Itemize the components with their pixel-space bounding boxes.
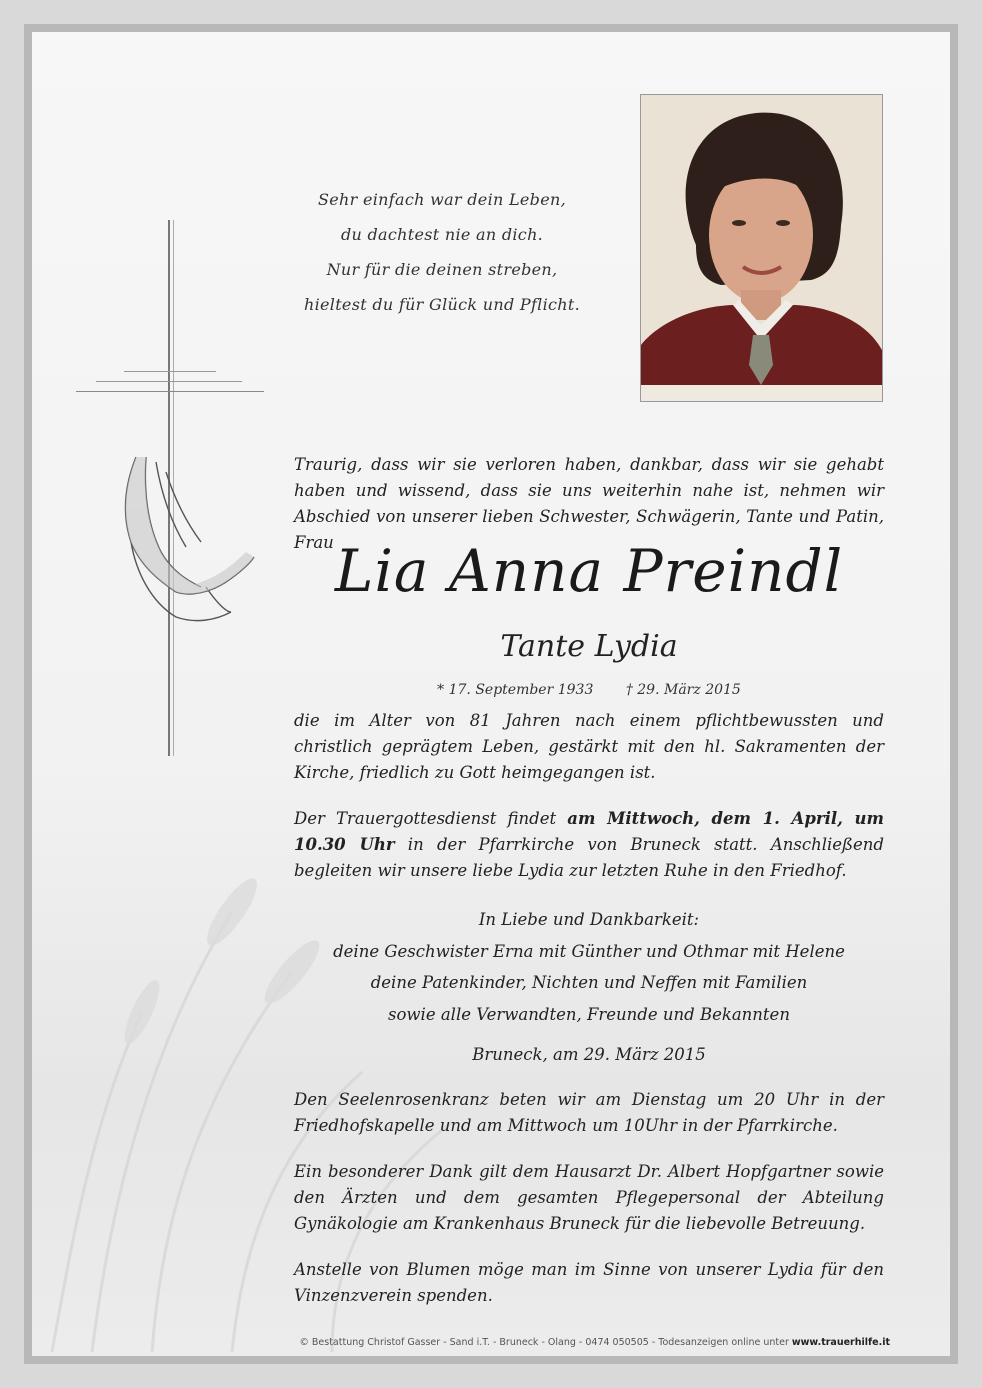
- poem-line: Sehr einfach war dein Leben,: [318, 190, 566, 209]
- nickname: Tante Lydia: [500, 629, 678, 664]
- mourner-line: In Liebe und Dankbarkeit:: [478, 910, 700, 929]
- footer: [32, 1337, 950, 1348]
- death-date: † 29. März 2015: [625, 682, 741, 698]
- footer-text: © Bestattung Christof Gasser - Sand i.T. - Bruneck - Olang - 0474 050505 - Todesanzeigen online unter: [299, 1337, 792, 1348]
- age-text: die im Alter von 81 Jahren nach einem pflichtbewussten und christlich geprägtem Leben, gestärkt mit den hl. Sakramenten der Kirche, friedlich zu Gott heimgegangen ist.: [294, 711, 884, 782]
- service-time: am Mittwoch, dem 1. April, um 10.30 Uhr: [294, 809, 884, 854]
- birth-date: * 17. September 1933: [437, 682, 594, 698]
- poem-line: du dachtest nie an dich.: [340, 225, 544, 244]
- mourner-line: deine Patenkinder, Nichten und Neffen mit Familien: [370, 973, 808, 992]
- place-date: Bruneck, am 29. März 2015: [472, 1045, 706, 1064]
- mourners: [294, 904, 884, 1030]
- poem-line: hieltest du für Glück und Pflicht.: [303, 295, 580, 314]
- intro-text: Traurig, dass wir sie verloren haben, dankbar, dass wir sie gehabt haben und wissend, dass sie uns weiterhin nahe ist, nehmen wir Abschied von unserer lieben Schwester, Schwägerin, Tante und Patin, Frau: [294, 455, 884, 552]
- poem: [262, 182, 622, 322]
- service-pre: Der Trauergottesdienst findet: [294, 809, 568, 828]
- life-dates: [294, 682, 884, 698]
- service-text: [294, 806, 884, 884]
- obituary-card: [32, 32, 950, 1356]
- rosary-text: Den Seelenrosenkranz beten wir am Dienstag um 20 Uhr in der Friedhofskapelle und am Mittwoch um 10Uhr in der Pfarrkirche.: [294, 1090, 884, 1135]
- praying-hands-icon: [116, 452, 256, 627]
- card-frame: [24, 24, 958, 1364]
- footer-link[interactable]: www.trauerhilfe.it: [791, 1337, 890, 1348]
- mourner-line: deine Geschwister Erna mit Günther und Othmar mit Helene: [333, 941, 845, 961]
- mourner-line: sowie alle Verwandten, Freunde und Bekannten: [388, 1004, 790, 1024]
- donation-text: Anstelle von Blumen möge man im Sinne von unserer Lydia für den Vinzenzverein spenden.: [294, 1260, 884, 1305]
- service-post: in der Pfarrkirche von Bruneck statt. Anschließend begleiten wir unsere liebe Lydia zur letzten Ruhe in den Friedhof.: [294, 835, 884, 880]
- deceased-name: Lia Anna Preindl: [334, 537, 844, 605]
- portrait-image: [641, 95, 882, 401]
- portrait-photo: [640, 94, 883, 402]
- thanks-text: Ein besonderer Dank gilt dem Hausarzt Dr. Albert Hopfgartner sowie den Ärzten und dem gesamten Pflegepersonal der Abteilung Gynäkologie am Krankenhaus Bruneck für die liebevolle Betreuung.: [294, 1162, 884, 1233]
- poem-line: Nur für die deinen streben,: [326, 260, 558, 279]
